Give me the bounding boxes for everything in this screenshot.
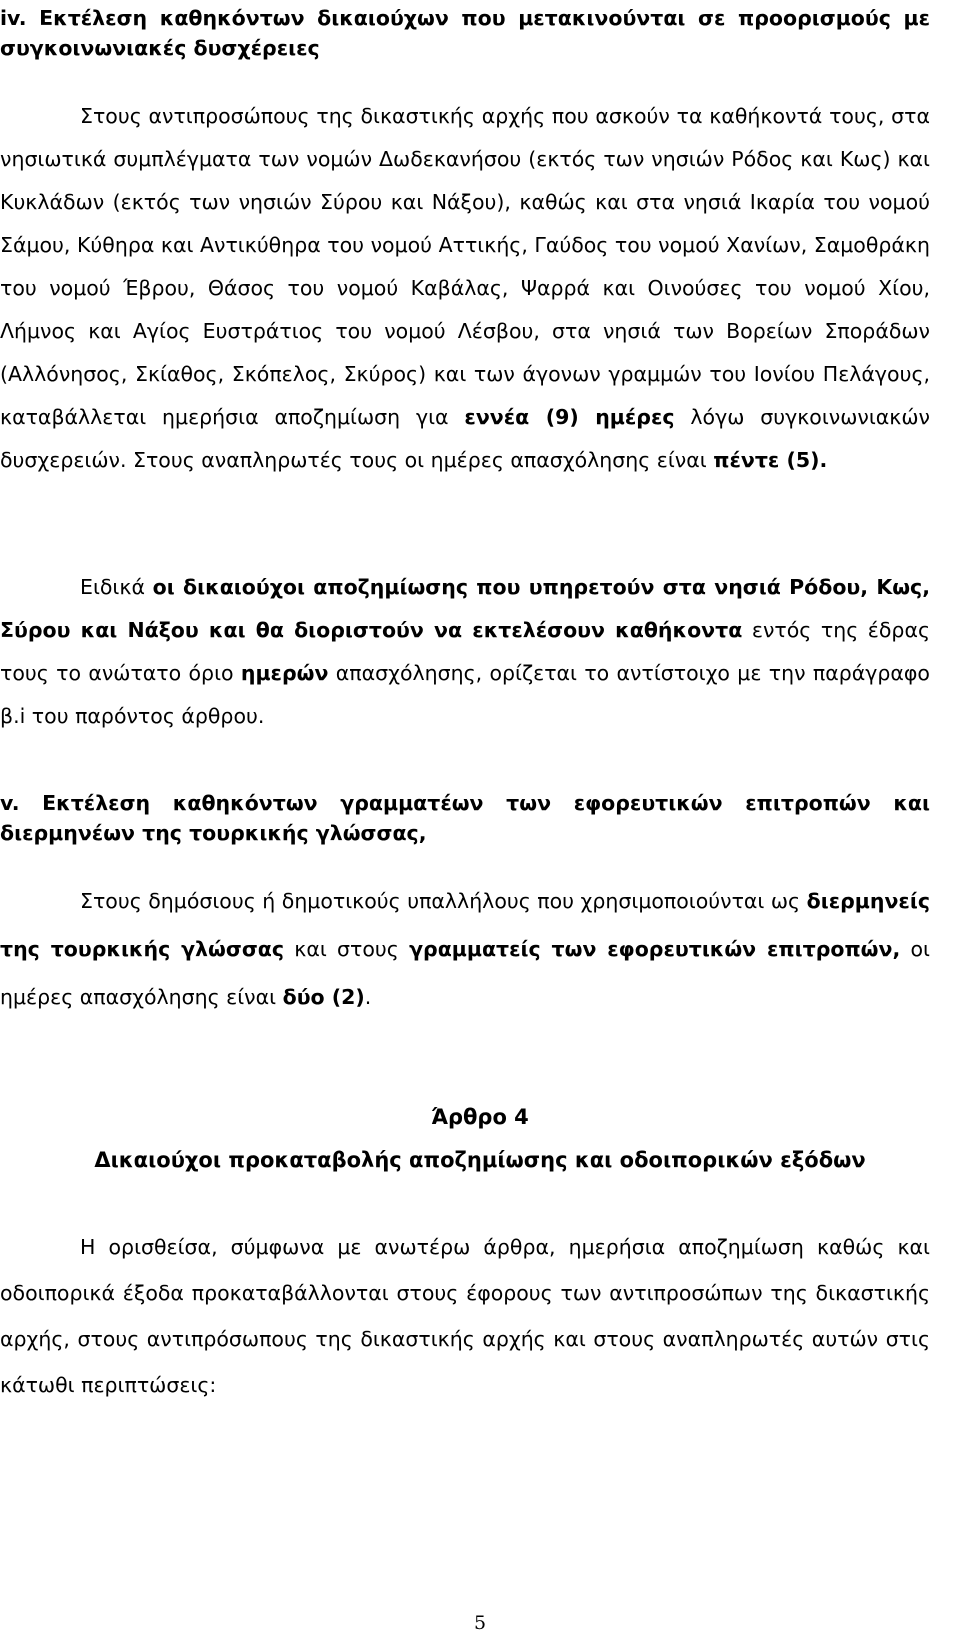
section-v-interpreters: διερμηνείς της τουρκικής γλώσσας <box>0 889 930 961</box>
section-iv-p1-five-days: πέντε (5). <box>713 448 828 472</box>
section-v-heading: v. Εκτέλεση καθηκόντων γραμματέων των εφορευτικών επιτροπών και διερμηνέων της τουρκικής γλώσσας, <box>0 791 930 845</box>
section-iv-p1-text: Στους αντιπροσώπους της δικαστικής αρχής που ασκούν τα καθήκοντά τους, στα νησιωτικά συμπλέγματα των νομών Δωδεκανήσου (εκτός των νησιών Ρόδος και Κως) και Κυκλάδων (εκτός των νησιών Σύρου και Νάξου), καθώς και στα νησιά Ικαρία του νομού Σάμου, Κύθηρα και Αντικύθηρα του νομού Αττικής, Γαύδος του νομού Χανίων, Σαμοθράκη του νομού Έβρου, Θάσος του νομού Καβάλας, Ψαρρά και Οινούσες του νομού Χίου, Λήμνος και Αγίος Ευστράτιος του νομού Λέσβου, στα νησιά των Βορείων Σποράδων (Αλλόνησος, Σκίαθος, Σκόπελος, Σκύρος) και των άγονων γραμμών του Ιονίου Πελάγους, καταβάλλεται ημερήσια αποζημίωση για <box>0 104 930 429</box>
section-v-two-days: δύο (2) <box>282 985 365 1009</box>
section-iv-paragraph-1 <box>0 95 930 482</box>
section-iv-heading: iv. Εκτέλεση καθηκόντων δικαιούχων που μετακινούνται σε προορισμούς με συγκοινωνιακές δυσχέρειες <box>0 6 930 60</box>
section-iv-p1-nine-days: εννέα (9) ημέρες <box>464 405 675 429</box>
article-4-title: Άρθρο 4 <box>431 1105 529 1129</box>
section-v-paragraph <box>0 877 930 1021</box>
section-iv-p2-text: Ειδικά <box>80 575 145 599</box>
page-number: 5 <box>473 1612 487 1634</box>
section-v-secretaries: γραμματείς των εφορευτικών επιτροπών, <box>409 937 901 961</box>
section-iv-p2-text-2: εντός της έδρας τους το ανώτατο όριο <box>0 618 930 685</box>
section-iv-p2-text-3: απασχόλησης, ορίζεται το αντίστοιχο με την παράγραφο β.i του παρόντος άρθρου. <box>0 661 930 728</box>
section-iv-p2-days: ημερών <box>240 661 329 685</box>
section-v-period: . <box>364 985 372 1009</box>
section-v-text-2: και στους <box>294 937 399 961</box>
article-4-body: Η ορισθείσα, σύμφωνα με ανωτέρω άρθρα, ημερήσια αποζημίωση καθώς και οδοιπορικά έξοδα προκαταβάλλονται στους έφορους των αντιπροσώπων της δικαστικής αρχής, στους αντιπρόσωπους της δικαστικής αρχής και στους αναπληρωτές αυτών στις κάτωθι περιπτώσεις: <box>0 1235 930 1397</box>
section-v-text-3: οι ημέρες απασχόλησης είναι <box>0 937 930 1009</box>
section-iv-p1-text-2: λόγω συγκοινωνιακών δυσχερειών. Στους αναπληρωτές τους οι ημέρες απασχόλησης είναι <box>0 405 930 472</box>
section-v-text: Στους δημόσιους ή δημοτικούς υπαλλήλους που χρησιμοποιούνται ως <box>80 889 801 913</box>
section-iv-p2-bold: οι δικαιούχοι αποζημίωσης που υπηρετούν στα νησιά Ρόδου, Κως, Σύρου και Νάξου και θα διοριστούν να εκτελέσουν καθήκοντα <box>0 575 930 642</box>
section-iv-paragraph-2 <box>0 566 930 738</box>
article-4-subtitle: Δικαιούχοι προκαταβολής αποζημίωσης και οδοιπορικών εξόδων <box>94 1148 866 1172</box>
